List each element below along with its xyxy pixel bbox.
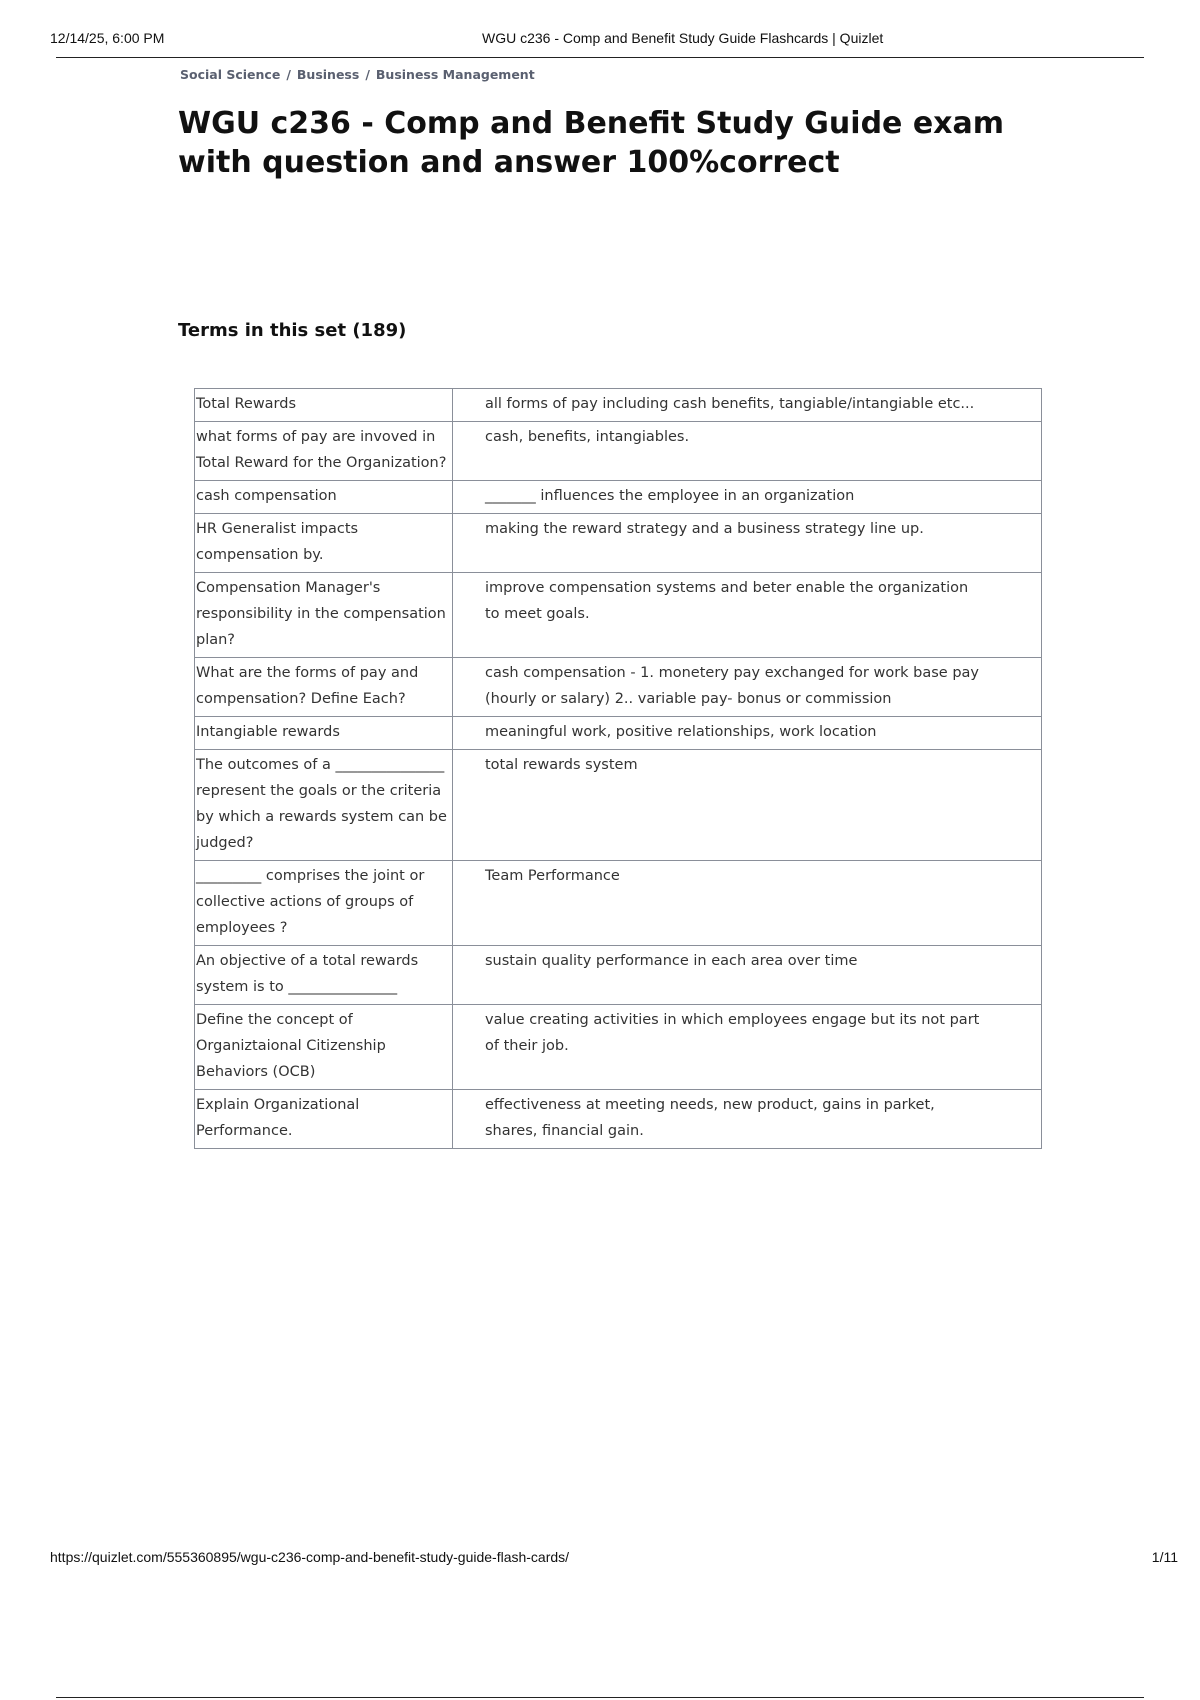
term-cell: Total Rewards (195, 389, 453, 422)
term-cell: Define the concept of Organiztaional Citizenship Behaviors (OCB) (195, 1005, 453, 1090)
footer-divider (56, 1697, 1144, 1698)
term-cell: Explain Organizational Performance. (195, 1090, 453, 1149)
table-row (195, 422, 1042, 481)
definition-cell: total rewards system (453, 750, 1042, 861)
term-cell: Compensation Manager's responsibility in the compensation plan? (195, 573, 453, 658)
definition-cell: improve compensation systems and beter enable the organization to meet goals. (453, 573, 1042, 658)
definition-cell: cash, benefits, intangiables. (453, 422, 1042, 481)
definition-cell: effectiveness at meeting needs, new product, gains in parket, shares, financial gain. (453, 1090, 1042, 1149)
breadcrumb-item-business[interactable]: Business (296, 67, 360, 82)
print-timestamp: 12/14/25, 6:00 PM (50, 30, 165, 46)
definition-cell: _______ influences the employee in an organization (453, 481, 1042, 514)
page-number: 1/11 (1151, 1549, 1178, 1565)
definition-cell: Team Performance (453, 861, 1042, 946)
term-cell: _________ comprises the joint or collective actions of groups of employees ? (195, 861, 453, 946)
page-url: https://quizlet.com/555360895/wgu-c236-comp-and-benefit-study-guide-flash-cards/ (50, 1549, 570, 1565)
page-title: WGU c236 - Comp and Benefit Study Guide exam with question and answer 100%correct (178, 106, 1005, 180)
definition-cell: all forms of pay including cash benefits, tangiable/intangiable etc... (453, 389, 1042, 422)
term-cell: HR Generalist impacts compensation by. (195, 514, 453, 573)
table-row (195, 573, 1042, 658)
table-row (195, 750, 1042, 861)
terms-heading: Terms in this set (189) (178, 320, 407, 341)
table-row (195, 658, 1042, 717)
breadcrumb: Social Science / Business / Business Management (180, 67, 535, 82)
definition-cell: cash compensation - 1. monetery pay exchanged for work base pay (hourly or salary) 2.. variable pay- bonus or commission (453, 658, 1042, 717)
term-cell: Intangiable rewards (195, 717, 453, 750)
definition-cell: value creating activities in which employees engage but its not part of their job. (453, 1005, 1042, 1090)
table-row (195, 481, 1042, 514)
term-cell: What are the forms of pay and compensation? Define Each? (195, 658, 453, 717)
breadcrumb-item-social-science[interactable]: Social Science (180, 67, 281, 82)
table-row (195, 717, 1042, 750)
definition-cell: meaningful work, positive relationships, work location (453, 717, 1042, 750)
breadcrumb-item-business-management[interactable]: Business Management (375, 67, 535, 82)
definition-cell: making the reward strategy and a business strategy line up. (453, 514, 1042, 573)
flashcard-table (194, 388, 1042, 1149)
definition-cell: sustain quality performance in each area over time (453, 946, 1042, 1005)
term-cell: what forms of pay are invoved in Total Reward for the Organization? (195, 422, 453, 481)
print-page-title: WGU c236 - Comp and Benefit Study Guide Flashcards | Quizlet (482, 30, 884, 46)
table-row (195, 1005, 1042, 1090)
table-row (195, 514, 1042, 573)
term-cell: An objective of a total rewards system is to _______________ (195, 946, 453, 1005)
term-cell: cash compensation (195, 481, 453, 514)
term-cell: The outcomes of a _______________ represent the goals or the criteria by which a rewards system can be judged? (195, 750, 453, 861)
header-divider (56, 57, 1144, 58)
table-row (195, 946, 1042, 1005)
table-row (195, 1090, 1042, 1149)
table-row (195, 861, 1042, 946)
table-row (195, 389, 1042, 422)
